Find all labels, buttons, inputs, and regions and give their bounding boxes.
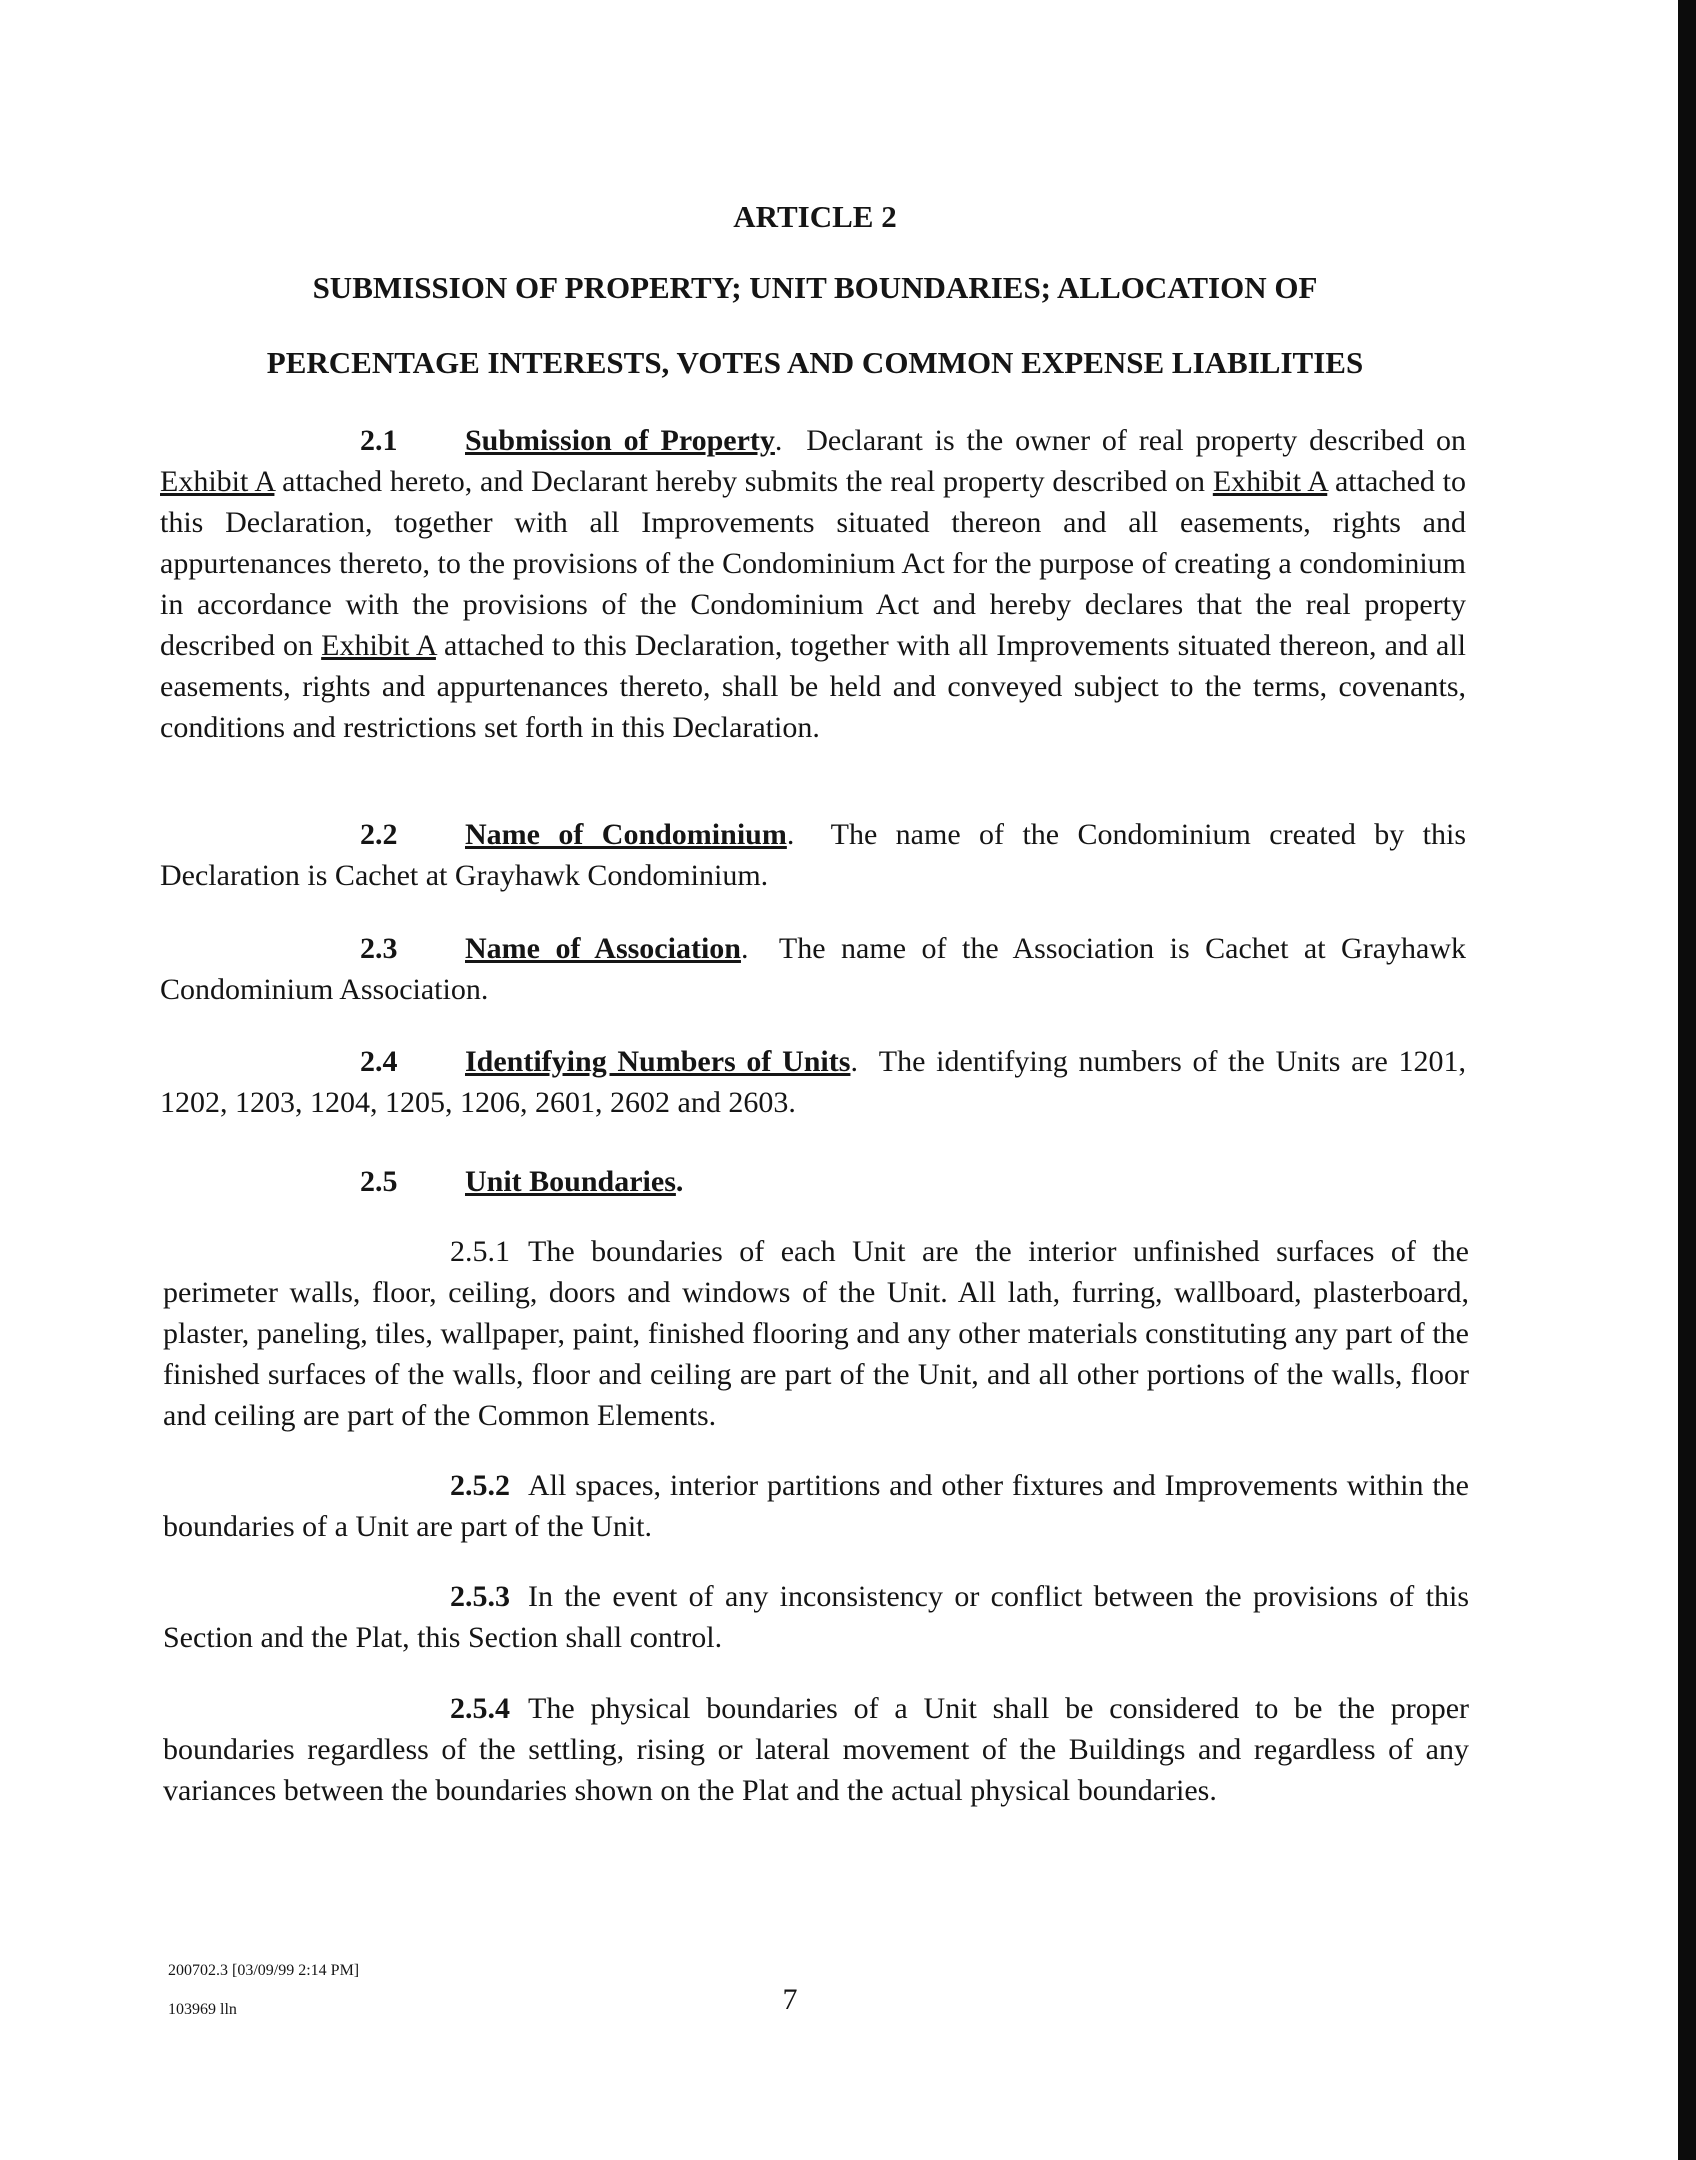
section-number: 2.5 (360, 1165, 398, 1198)
section-text: The name of the Condominium created by this Declaration is Cachet at Grayhawk Condominium. (160, 818, 1467, 892)
section-heading: Identifying Numbers of Units (465, 1045, 851, 1078)
article-subtitle-line-2: PERCENTAGE INTERESTS, VOTES AND COMMON EXPENSE LIABILITIES (266, 345, 1364, 380)
section-number: 2.4 (360, 1045, 398, 1078)
section-2-5-3 (163, 1576, 1469, 1658)
exhibit-reference: Exhibit A (1212, 465, 1328, 498)
subsection-number: 2.5.1 (450, 1235, 510, 1268)
section-2-5-2 (163, 1465, 1469, 1547)
page-number: 7 (782, 1983, 798, 2016)
section-text: attached hereto, and Declarant hereby submits the real property described on (274, 465, 1213, 498)
section-number: 2.2 (360, 818, 398, 851)
scan-edge-bar (1678, 0, 1696, 2160)
section-text: Declarant is the owner of real property described on (806, 424, 1466, 457)
section-number: 2.1 (360, 424, 398, 457)
subsection-text: All spaces, interior partitions and other fixtures and Improvements within the boundaries of a Unit are part of the Unit. (163, 1469, 1469, 1543)
section-2-2: 2.2 Name of Condominium. The name of the Condominium created by this Declaration is Cachet at Grayhawk Condominium. (160, 814, 1466, 896)
subsection-text: The physical boundaries of a Unit shall be considered to be the proper boundaries regardless of the settling, rising or lateral movement of the Buildings and regardless of any variances between the boundaries shown on the Plat and the actual physical boundaries. (163, 1692, 1469, 1807)
subsection-number: 2.5.4 (450, 1692, 510, 1725)
section-number: 2.3 (360, 932, 398, 965)
section-heading: Unit Boundaries (465, 1165, 676, 1198)
section-2-1: 2.1 Submission of Property. Declarant is the owner of real property described on Exhibit A attached hereto, and Declarant hereby submits the real property described on Exhibit A attached to this Declaration, together with all Improvements situated thereon and all easements, rights and appurtenances thereto, to the provisions of the Condominium Act for the purpose of creating a condominium in accordance with the provisions of the Condominium Act and hereby declares that the real property described on Exhibit A attached to this Declaration, together with all Improvements situated thereon, and all easements, rights and appurtenances thereto, shall be held and conveyed subject to the terms, covenants, conditions and restrictions set forth in this Declaration. (160, 420, 1466, 748)
section-2-4: 2.4 Identifying Numbers of Units. The identifying numbers of the Units are 1201, 1202, 1203, 1204, 1205, 1206, 2601, 2602 and 2603. (160, 1041, 1466, 1123)
section-text: The identifying numbers of the Units are 1201, 1202, 1203, 1204, 1205, 1206, 2601, 2602 and 2603. (160, 1045, 1466, 1119)
article-subtitle-line-1: SUBMISSION OF PROPERTY; UNIT BOUNDARIES; ALLOCATION OF (312, 270, 1318, 305)
footer-doc-reference: 200702.3 [03/09/99 2:14 PM] (168, 1962, 360, 1979)
exhibit-reference: Exhibit A (321, 629, 436, 662)
section-heading: Name of Condominium (465, 818, 787, 851)
subsection-number: 2.5.3 (450, 1580, 510, 1613)
section-heading: Submission of Property (465, 424, 775, 457)
section-text: attached to this Declaration, together with all Improvements situated thereon and all easements, rights and appurtenances thereto, to the provisions of the Condominium Act for the purpose of creating a condominium in accordance with the provisions of the Condominium Act and hereby declares that the real property described on (160, 465, 1467, 662)
footer-doc-id: 103969 lln (168, 2001, 237, 2018)
exhibit-reference: Exhibit A (160, 465, 275, 498)
subsection-text: In the event of any inconsistency or conflict between the provisions of this Section and the Plat, this Section shall control. (163, 1580, 1469, 1654)
subsection-text: The boundaries of each Unit are the interior unfinished surfaces of the perimeter walls, floor, ceiling, doors and windows of the Unit. All lath, furring, wallboard, plasterboard, plaster, paneling, tiles, wallpaper, paint, finished flooring and any other materials constituting any part of the finished surfaces of the walls, floor and ceiling are part of the Unit, and all other portions of the walls, floor and ceiling are part of the Common Elements. (163, 1235, 1469, 1432)
section-text: attached to this Declaration, together with all Improvements situated thereon, and all easements, rights and appurtenances thereto, shall be held and conveyed subject to the terms, covenants, conditions and restrictions set forth in this Declaration. (160, 629, 1466, 744)
section-2-5-1 (163, 1231, 1469, 1436)
section-2-3: 2.3 Name of Association. The name of the Association is Cachet at Grayhawk Condominium Association. (160, 928, 1466, 1010)
section-heading: Name of Association (465, 932, 741, 965)
subsection-number: 2.5.2 (450, 1469, 510, 1502)
article-title: ARTICLE 2 (733, 199, 897, 234)
section-2-5: 2.5 Unit Boundaries. (160, 1161, 1466, 1202)
section-2-5-4 (163, 1688, 1469, 1811)
section-text: The name of the Association is Cachet at Grayhawk Condominium Association. (160, 932, 1466, 1006)
